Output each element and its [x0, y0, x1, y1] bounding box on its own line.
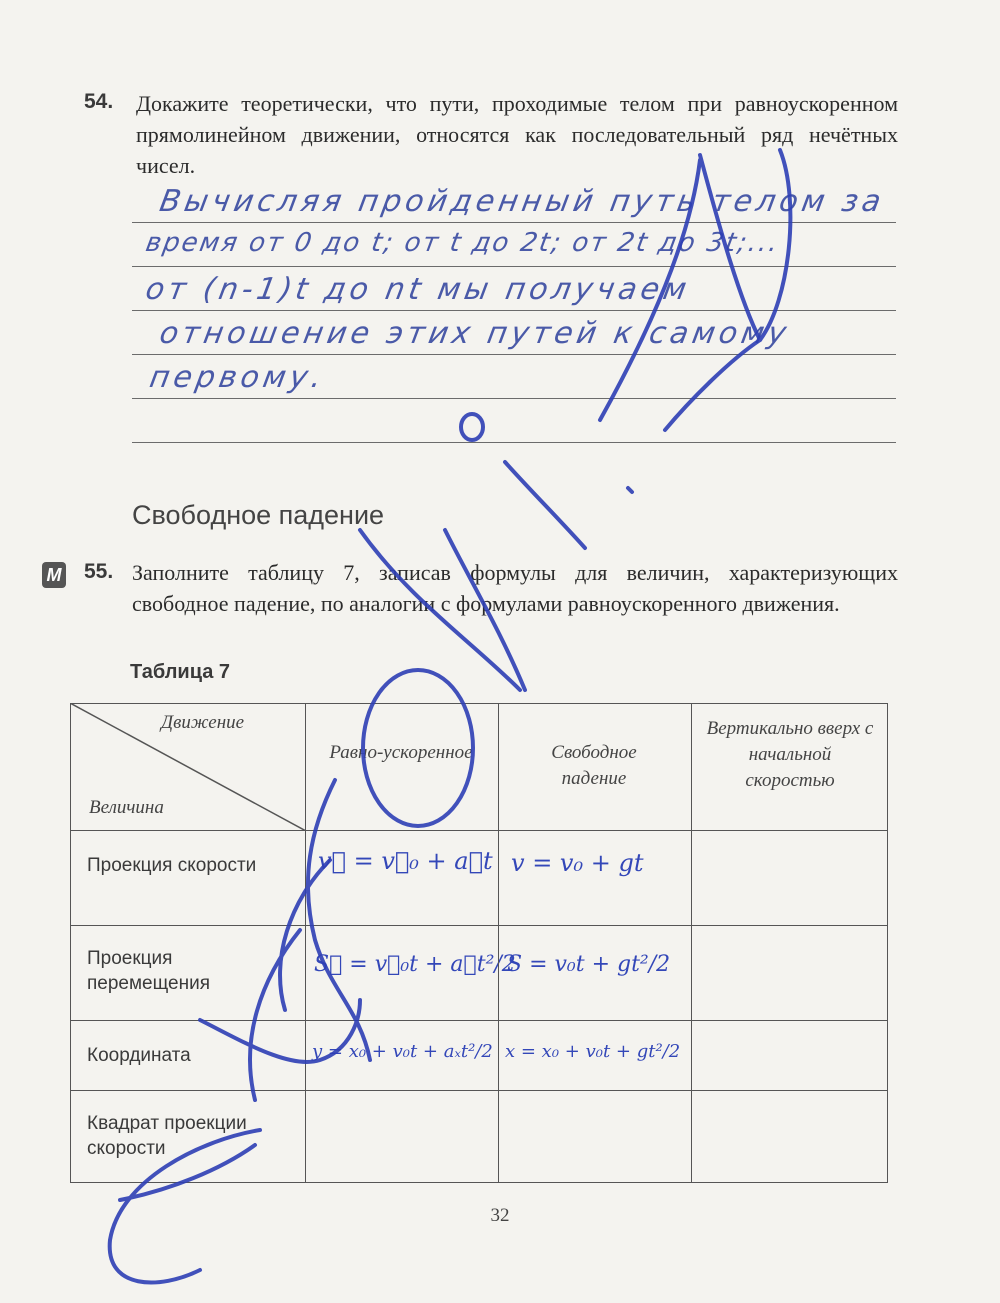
handwritten-formula: S⃗ = v⃗₀t + a⃗t²/2 — [314, 952, 516, 977]
column-header-vertical-up: Вертикально вверх с начальной скоростью — [706, 718, 874, 791]
task-54-number: 54. — [84, 90, 114, 113]
task-55-text: Заполните таблицу 7, записав формулы для величин, характеризующих свободное падение, по аналогии с формулами равноускоренного движения. — [132, 560, 898, 616]
table-cell — [305, 1020, 499, 1091]
page-number: 32 — [490, 1205, 510, 1226]
task-54-text: Докажите теоретически, что пути, проходимые телом при равноускоренном прямолинейном движении, относятся как последовательный ряд нечётных чисел. — [136, 91, 898, 178]
table-cell — [305, 1090, 499, 1183]
table-cell — [498, 925, 692, 1021]
row-label-cell — [70, 925, 306, 1021]
handwritten-answer-line-5: первому. — [146, 360, 329, 395]
handwritten-formula: x = x₀ + v₀t + gt²/2 — [505, 1041, 681, 1062]
column-header-cell — [691, 703, 888, 831]
row-label: Проекция перемещения — [87, 948, 210, 994]
column-header-free-fall: Свободное падение — [551, 742, 637, 789]
handwritten-formula: y = x₀ + v₀t + aₓt²/2 — [312, 1041, 493, 1062]
table-cell — [305, 830, 499, 926]
handwritten-formula: v⃗ = v⃗₀ + a⃗t — [318, 847, 493, 875]
ruled-line — [132, 354, 896, 355]
column-header-uniform: Равно-ускоренное — [329, 742, 473, 763]
ruled-line — [132, 398, 896, 399]
handwritten-answer-line-4: отношение этих путей к самому — [156, 316, 793, 351]
row-label: Проекция скорости — [87, 855, 257, 876]
row-label: Квадрат проекции скорости — [87, 1113, 247, 1159]
corner-header-cell — [70, 703, 306, 831]
m-badge-icon: М — [42, 562, 66, 588]
row-label-cell — [70, 1090, 306, 1183]
handwritten-formula: v = v₀ + gt — [511, 849, 644, 877]
column-header-cell — [305, 703, 499, 831]
pen-stroke — [628, 488, 632, 492]
ruled-line — [132, 442, 896, 443]
row-label: Координата — [87, 1045, 191, 1066]
column-header-cell — [498, 703, 692, 831]
corner-top-label: Движение — [161, 712, 245, 733]
handwritten-formula: S = v₀t + gt²/2 — [507, 952, 671, 977]
table-cell — [691, 925, 888, 1021]
ruled-line — [132, 266, 896, 267]
ruled-line — [132, 222, 896, 223]
table-caption: Таблица 7 — [130, 661, 231, 683]
row-label-cell — [70, 1020, 306, 1091]
table-cell — [691, 1020, 888, 1091]
table-cell — [691, 1090, 888, 1183]
handwritten-answer-line-1: Вычисляя пройденный путь телом за — [156, 184, 888, 219]
table-cell — [691, 830, 888, 926]
handwritten-answer-line-3: от (n-1)t до nt мы получаем — [142, 272, 693, 307]
section-title: Свободное падение — [132, 500, 385, 530]
table-cell — [498, 1090, 692, 1183]
table-cell — [498, 1020, 692, 1091]
table-cell — [305, 925, 516, 1021]
task-55-number: 55. — [84, 560, 114, 583]
table-7 — [70, 703, 888, 1183]
ruled-line — [132, 310, 896, 311]
handwritten-answer-line-2: время от 0 до t; от t до 2t; от 2t до 3t;... — [143, 228, 782, 258]
corner-bottom-label: Величина — [89, 797, 164, 818]
table-cell — [498, 830, 692, 926]
row-label-cell — [70, 830, 306, 926]
pen-stroke — [505, 462, 585, 548]
pen-stroke — [461, 414, 483, 440]
